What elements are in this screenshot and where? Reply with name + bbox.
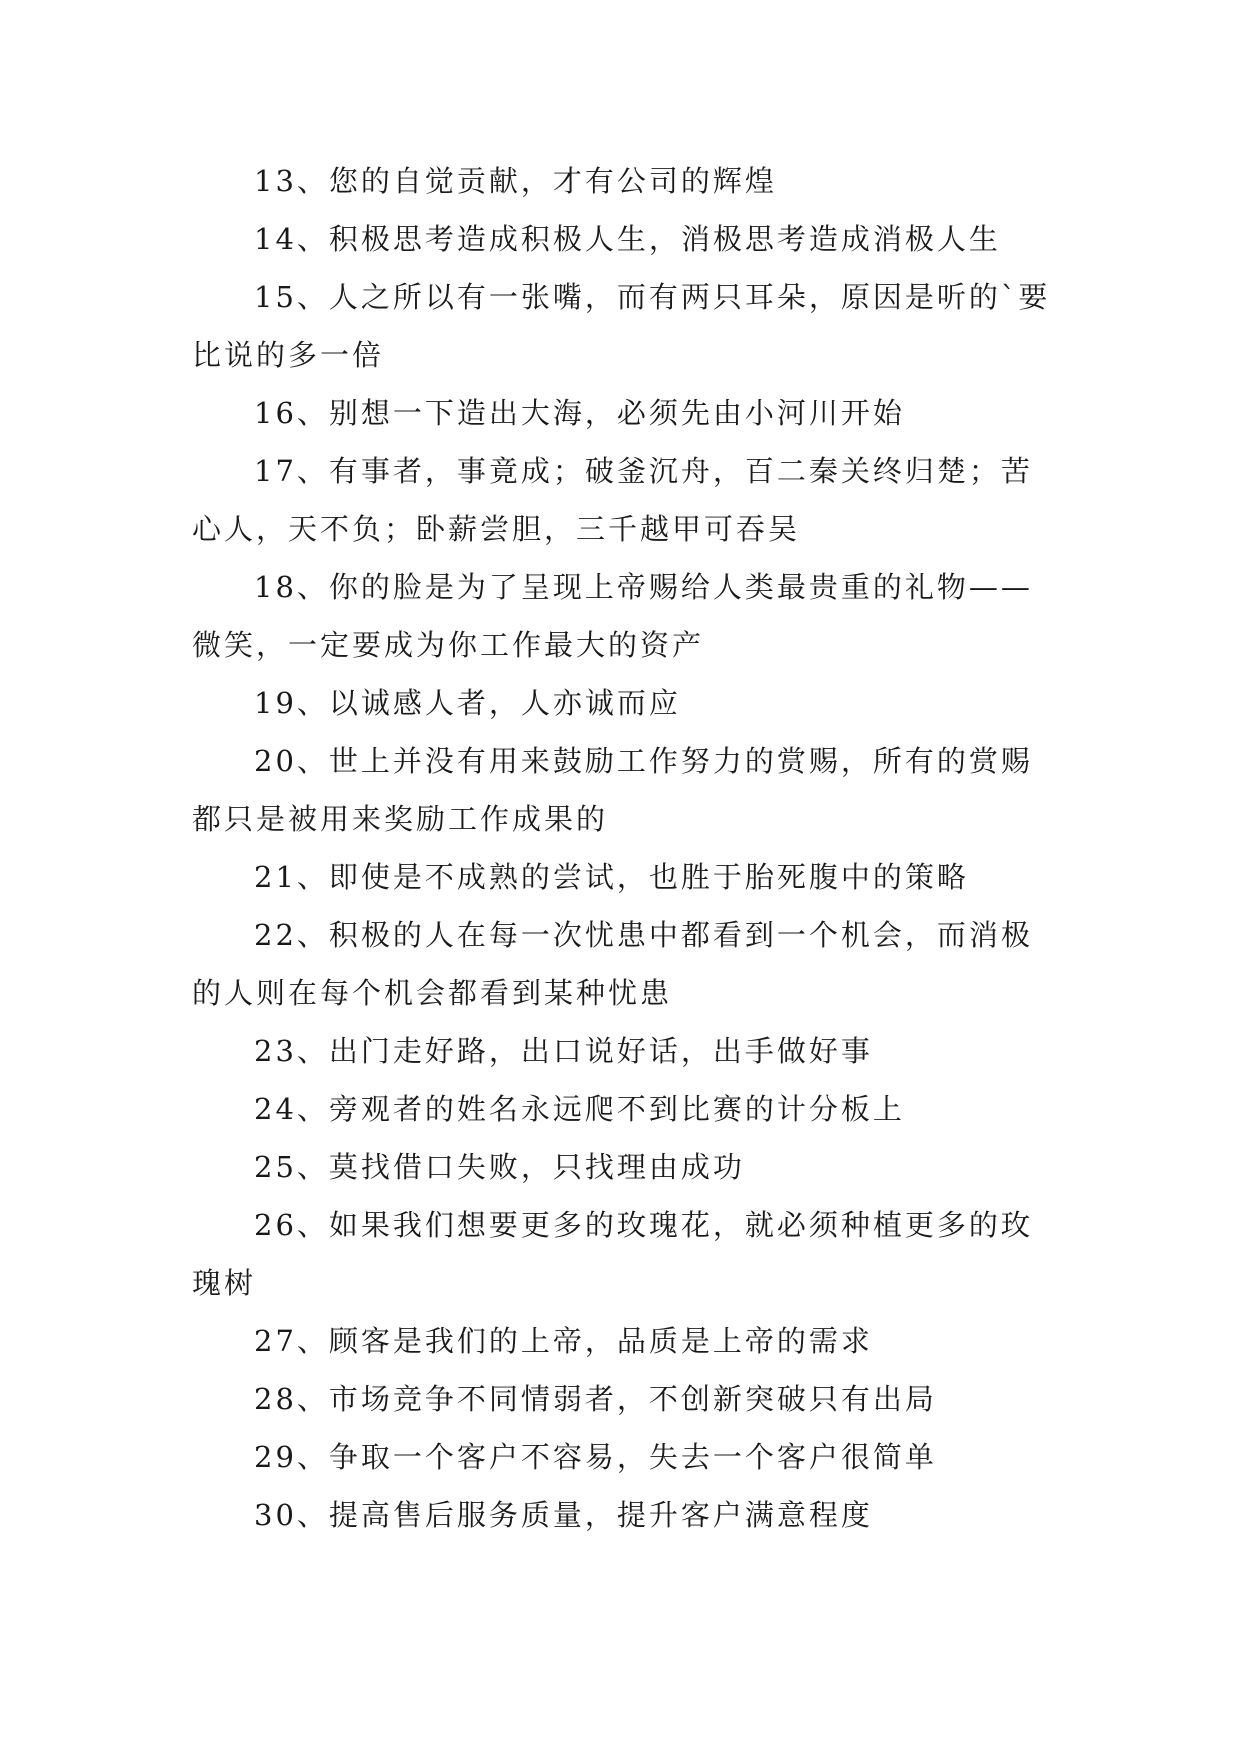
- quote-14: 14、积极思考造成积极人生，消极思考造成消极人生: [254, 222, 1001, 256]
- quote-18: 18、你的脸是为了呈现上帝赐给人类最贵重的礼物——微笑，一定要成为你工作最大的资产: [192, 570, 1033, 662]
- quote-22: 22、积极的人在每一次忧患中都看到一个机会，而消极的人则在每个机会都看到某种忧患: [192, 918, 1033, 1010]
- quote-29: 29、争取一个客户不容易，失去一个客户很简单: [254, 1440, 937, 1474]
- quote-26: 26、如果我们想要更多的玫瑰花，就必须种植更多的玫瑰树: [192, 1208, 1033, 1300]
- quote-20: 20、世上并没有用来鼓励工作努力的赏赐，所有的赏赐都只是被用来奖励工作成果的: [192, 744, 1033, 836]
- quote-19: 19、以诚感人者，人亦诚而应: [254, 686, 681, 720]
- quote-21: 21、即使是不成熟的尝试，也胜于胎死腹中的策略: [254, 860, 969, 894]
- quote-23: 23、出门走好路，出口说好话，出手做好事: [254, 1034, 873, 1068]
- quote-16: 16、别想一下造出大海，必须先由小河川开始: [254, 396, 905, 430]
- quote-28: 28、市场竞争不同情弱者，不创新突破只有出局: [254, 1382, 937, 1416]
- quote-15: 15、人之所以有一张嘴，而有两只耳朵，原因是听的`要比说的多一倍: [192, 280, 1051, 372]
- quote-25: 25、莫找借口失败，只找理由成功: [254, 1150, 745, 1184]
- quote-27: 27、顾客是我们的上帝，品质是上帝的需求: [254, 1324, 873, 1358]
- quote-24: 24、旁观者的姓名永远爬不到比赛的计分板上: [254, 1092, 905, 1126]
- quote-13: 13、您的自觉贡献，才有公司的辉煌: [254, 164, 777, 198]
- quote-17: 17、有事者，事竟成；破釜沉舟，百二秦关终归楚；苦心人，天不负；卧薪尝胆，三千越甲可吞吴: [192, 454, 1033, 546]
- document-body: [192, 152, 1052, 1544]
- quote-30: 30、提高售后服务质量，提升客户满意程度: [254, 1498, 873, 1532]
